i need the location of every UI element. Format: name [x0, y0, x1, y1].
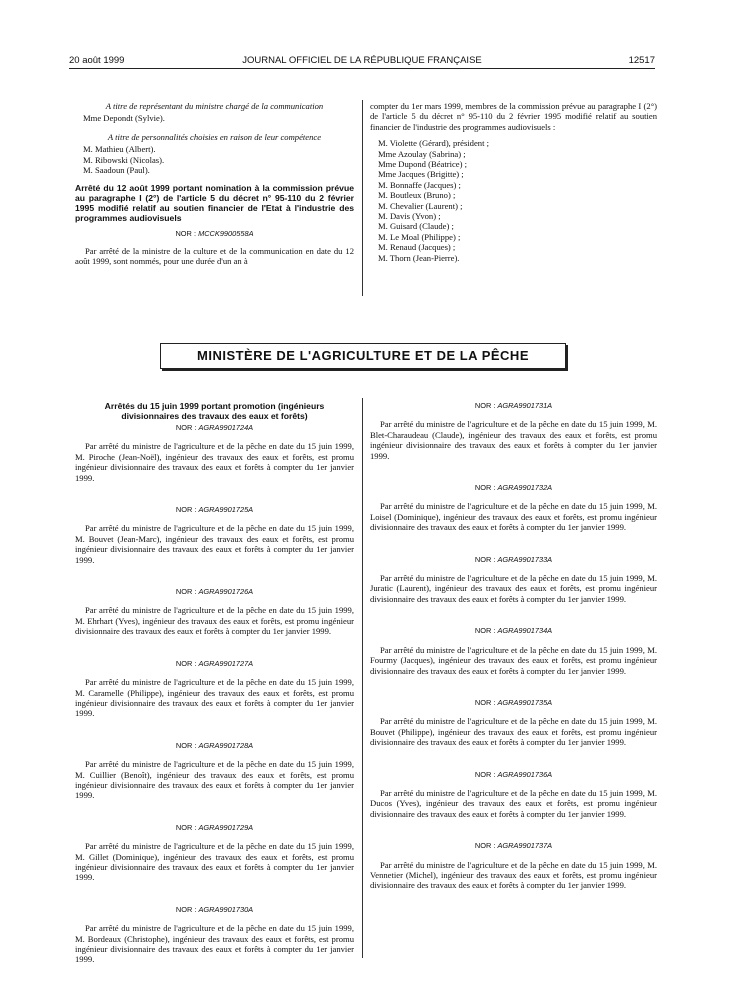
entry-text: Par arrêté du ministre de l'agriculture et de la pêche en date du 15 juin 1999, M. Loisel (Dominique), ingénieur des travaux des eaux et forêts, est promu ingénieur divisionnaire des travaux des eaux et forêts à compter du 1er janvier 1999.: [370, 501, 657, 533]
member-item: M. Boutleux (Bruno) ;: [378, 190, 456, 201]
entry-text: Par arrêté du ministre de l'agriculture et de la pêche en date du 15 juin 1999, M. Juratic (Laurent), ingénieur des travaux des eaux et forêts, est promu ingénieur divisionnaire des travaux des eaux et forêts à compter du 1er janvier 1999.: [370, 573, 657, 604]
arrete-entry: [370, 698, 657, 748]
entry-text: Par arrêté du ministre de l'agriculture et de la pêche en date du 15 juin 1999, M. Gillet (Dominique), ingénieur des travaux des eaux et forêts, est promu ingénieur divisionnaire des travaux des eaux et forêts à compter du 1er janvier 1999.: [75, 841, 354, 883]
nor-label: NOR :: [474, 841, 496, 851]
member-list: [370, 138, 657, 263]
nor-label: NOR :: [474, 554, 496, 564]
header-journal-title: JOURNAL OFFICIEL DE LA RÉPUBLIQUE FRANÇAISE: [242, 55, 482, 66]
nor-line: [370, 841, 657, 851]
nor-line: [75, 505, 354, 515]
member-item: M. Violette (Gérard), président ;: [378, 138, 490, 149]
nor-code: AGRA9901731A: [497, 401, 553, 410]
nor-label: NOR :: [474, 769, 496, 779]
top-left-column: [75, 101, 354, 267]
nor-line: [75, 423, 354, 433]
arrete-text: Par arrêté de la ministre de la culture et de la communication en date du 12 août 1999, sont nommés, pour une durée d'un an à: [75, 245, 354, 267]
member-item: M. Chevalier (Laurent) ;: [378, 200, 463, 211]
nor-line: [75, 741, 354, 751]
nor-code: AGRA9901734A: [497, 626, 553, 636]
arrete-entry: [75, 905, 354, 965]
nor-label: NOR :: [175, 904, 197, 914]
pers-name: M. Mathieu (Albert).: [83, 144, 156, 155]
nor-label: NOR :: [175, 740, 197, 750]
arrete-entry: [75, 741, 354, 801]
arrete-entry: [370, 555, 657, 605]
nor-line: [75, 659, 354, 669]
entry-text: Par arrêté du ministre de l'agriculture et de la pêche en date du 15 juin 1999, M. Ehrhart (Yves), ingénieur des travaux des eaux et forêts, est promu ingénieur divisionnaire des travaux des eaux et forêts à compter du 1er janvier 1999.: [75, 605, 354, 637]
nor-code: AGRA9901732A: [497, 483, 553, 493]
nor-label: NOR :: [175, 229, 196, 239]
nor-code: AGRA9901735A: [497, 697, 553, 707]
member-item: M. Le Moal (Philippe) ;: [378, 231, 461, 242]
arrete-entry: [75, 823, 354, 883]
entry-text: Par arrêté du ministre de l'agriculture et de la pêche en date du 15 juin 1999, M. Piroche (Jean-Noël), ingénieur des travaux des eaux et forêts, est promu ingénieur divisionnaire des travaux des eaux et forêts à compter du 1er janvier 1999.: [75, 441, 354, 483]
member-item: M. Renaud (Jacques) ;: [378, 242, 456, 253]
arrete-entry: [75, 659, 354, 719]
nor-label: NOR :: [175, 822, 197, 832]
header-rule: [69, 68, 655, 69]
entry-text: Par arrêté du ministre de l'agriculture et de la pêche en date du 15 juin 1999, M. Bouvet (Philippe), ingénieur des travaux des eaux et forêts, est promu ingénieur divisionnaire des travaux des eaux et forêts à compter du 1er janvier 1999.: [370, 716, 657, 748]
nor-line: [370, 555, 657, 565]
nor-label: NOR :: [175, 658, 197, 668]
nor-code: AGRA9901724A: [198, 423, 254, 432]
arrete-entry: [370, 841, 657, 891]
header-date: 20 août 1999: [69, 55, 125, 66]
agri-right-column: [370, 401, 657, 891]
entry-text: Par arrêté du ministre de l'agriculture et de la pêche en date du 15 juin 1999, M. Blet-Charaudeau (Claude), ingénieur des travaux des eaux et forêts, est promu ingénieur divisionnaire des travaux des eaux et forêts à compter du 1er janvier 1999.: [370, 419, 657, 461]
pers-name: M. Ribowski (Nicolas).: [83, 154, 165, 165]
entry-text: Par arrêté du ministre de l'agriculture et de la pêche en date du 15 juin 1999, M. Ducos (Yves), ingénieur des travaux des eaux et forêts, est promu ingénieur divisionnaire des travaux des eaux et forêts à compter du 1er janvier 1999.: [370, 787, 657, 819]
entry-text: Par arrêté du ministre de l'agriculture et de la pêche en date du 15 juin 1999, M. Fourmy (Jacques), ingénieur des travaux des eaux et forêts, est promu ingénieur divisionnaire des travaux des eaux et forêts à compter du 1er janvier 1999.: [370, 644, 657, 676]
nor-line: [370, 770, 657, 780]
nor-code: AGRA9901727A: [198, 658, 254, 668]
arrete-entry: [75, 505, 354, 565]
nor-code: AGRA9901728A: [198, 740, 254, 750]
nor-label: NOR :: [474, 697, 496, 707]
nor-line: [370, 626, 657, 636]
pers-name: M. Saadoun (Paul).: [83, 165, 150, 176]
entry-text: Par arrêté du ministre de l'agriculture et de la pêche en date du 15 juin 1999, M. Bordeaux (Christophe), ingénieur des travaux des eaux et forêts, est promu ingénieur divisionnaire des travaux des eaux et forêts à compter du 1er janvier 1999.: [75, 923, 354, 965]
agri-title: Arrêtés du 15 juin 1999 portant promotion (ingénieurs divisionnaires des travaux des eaux et forêts): [104, 401, 325, 421]
nor-code: AGRA9901730A: [198, 904, 254, 914]
member-item: Mme Azoulay (Sabrina) ;: [378, 148, 466, 159]
ministry-banner: MINISTÈRE DE L'AGRICULTURE ET DE LA PÊCHE: [160, 343, 566, 369]
entry-text: Par arrêté du ministre de l'agriculture et de la pêche en date du 15 juin 1999, M. Caramelle (Philippe), ingénieur des travaux des eaux et forêts, est promu ingénieur divisionnaire des travaux des eaux et forêts à compter du 1er janvier 1999.: [75, 677, 354, 719]
nor-line: [75, 823, 354, 833]
column-divider: [362, 100, 363, 296]
nor-label: NOR :: [474, 401, 496, 410]
nor-label: NOR :: [175, 423, 197, 432]
agri-left-column: [75, 401, 354, 965]
nor-code: AGRA9901725A: [198, 505, 254, 515]
top-right-column: [370, 101, 657, 263]
nor-line: [370, 483, 657, 493]
nor-label: NOR :: [474, 626, 496, 636]
nor-code: AGRA9901729A: [198, 822, 254, 832]
member-item: M. Guisard (Claude) ;: [378, 221, 454, 232]
member-item: Mme Dupond (Béatrice) ;: [378, 159, 468, 170]
nor-label: NOR :: [175, 505, 197, 515]
arrete-entry: [370, 626, 657, 676]
entry-text: Par arrêté du ministre de l'agriculture et de la pêche en date du 15 juin 1999, M. Cuillier (Benoît), ingénieur des travaux des eaux et forêts, est promu ingénieur divisionnaire des travaux des eaux et forêts à compter du 1er janvier 1999.: [75, 759, 354, 801]
header-page-number: 12517: [628, 55, 655, 66]
rep-heading: A titre de représentant du ministre chargé de la communication: [105, 101, 324, 111]
nor-code: AGRA9901726A: [198, 587, 254, 597]
nor-line: [370, 401, 657, 411]
nor-line: [370, 698, 657, 708]
arrete-entry: [370, 401, 657, 461]
member-item: M. Bonnaffe (Jacques) ;: [378, 179, 461, 190]
running-header: [69, 55, 655, 69]
entry-text: Par arrêté du ministre de l'agriculture et de la pêche en date du 15 juin 1999, M. Vennetier (Michel), ingénieur des travaux des eaux et forêts, est promu ingénieur divisionnaire des travaux des eaux et forêts à compter du 1er janvier 1999.: [370, 859, 657, 891]
nor-code: AGRA9901733A: [497, 554, 553, 564]
nor-line: [75, 229, 354, 239]
arrete-entry: [75, 423, 354, 483]
continuation-text: compter du 1er mars 1999, membres de la commission prévue au paragraphe I (2°) de l'article 5 du décret n° 95-110 du 2 février 1995 modifié relatif au soutien financier de l'industrie des programmes audiovisuels :: [370, 101, 657, 132]
member-item: M. Davis (Yvon) ;: [378, 211, 441, 222]
nor-line: [75, 587, 354, 597]
nor-code: MCCK9900558A: [198, 229, 254, 239]
nor-code: AGRA9901737A: [497, 841, 553, 851]
entry-text: Par arrêté du ministre de l'agriculture et de la pêche en date du 15 juin 1999, M. Bouvet (Jean-Marc), ingénieur des travaux des eaux et forêts, est promu ingénieur divisionnaire des travaux des eaux et forêts à compter du 1er janvier 1999.: [75, 523, 354, 565]
member-item: M. Thorn (Jean-Pierre).: [378, 252, 460, 263]
rep-name: Mme Depondt (Sylvie).: [83, 113, 165, 124]
arrete-title: Arrêté du 12 août 1999 portant nomination à la commission prévue au paragraphe I (2°) de l'article 5 du décret n° 95-110 du 2 février 1995 modifié relatif au soutien financier de l'Etat à l'industrie des programmes audiovisuels: [75, 183, 354, 224]
arrete-entry: [370, 770, 657, 820]
member-item: Mme Jacques (Brigitte) ;: [378, 169, 464, 180]
nor-line: [75, 905, 354, 915]
arrete-entry: [370, 483, 657, 533]
nor-label: NOR :: [474, 483, 496, 493]
nor-label: NOR :: [175, 587, 197, 597]
pers-heading: A titre de personnalités choisies en raison de leur compétence: [107, 131, 322, 142]
arrete-entry: [75, 587, 354, 637]
column-divider: [362, 398, 363, 958]
nor-code: AGRA9901736A: [497, 769, 553, 779]
